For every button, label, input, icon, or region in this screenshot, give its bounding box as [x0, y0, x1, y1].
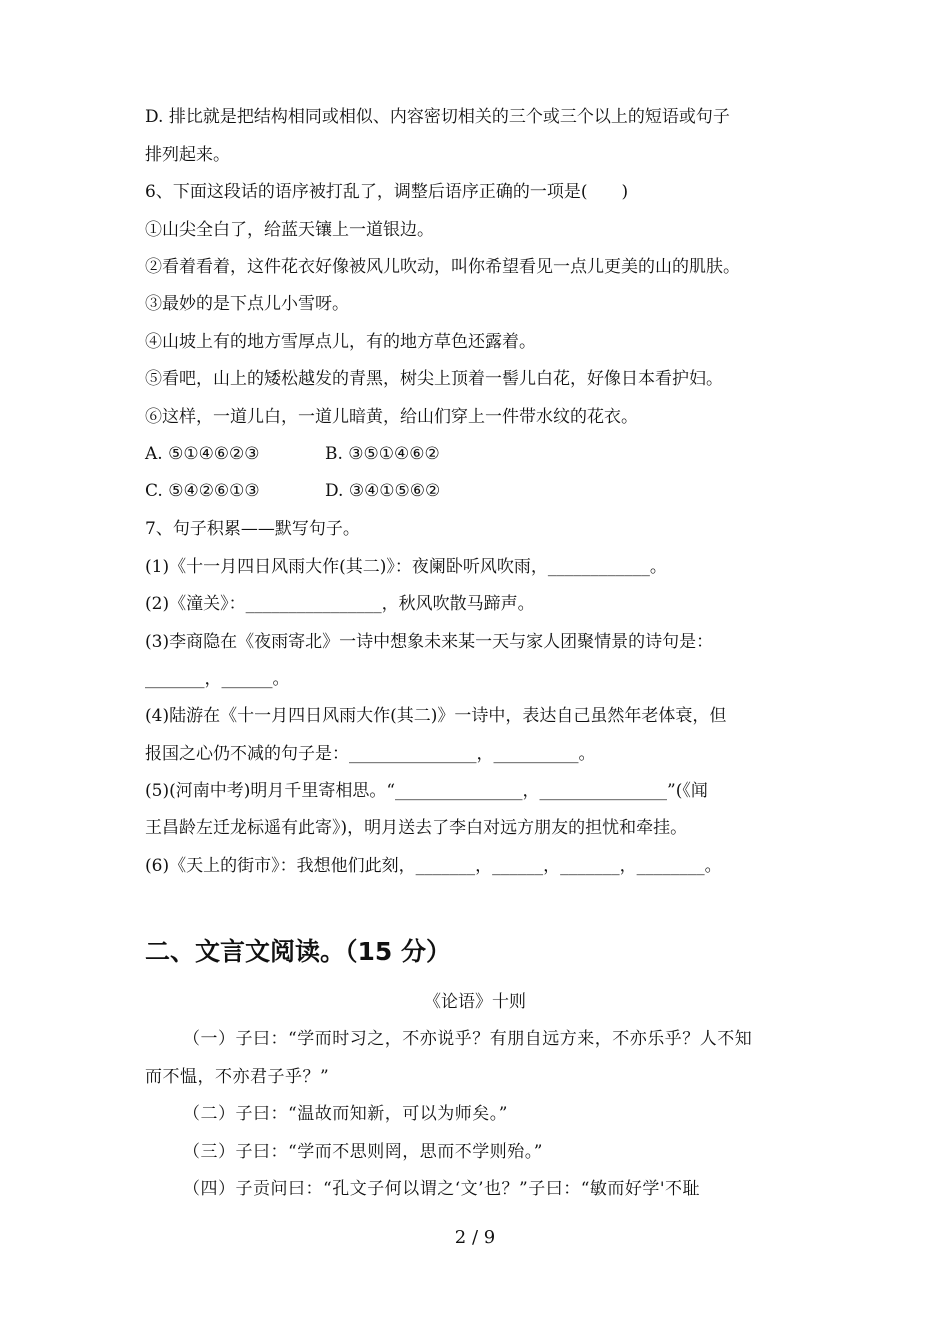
q7-item-4-line1: (4)陆游在《十一月四日风雨大作(其二)》一诗中，表达自己虽然年老体衰，但 — [145, 706, 727, 726]
q6-sentence-3: ③最妙的是下点儿小雪呀。 — [145, 294, 349, 314]
page-number: 2 / 9 — [454, 1227, 496, 1248]
q6-options-row-1 — [145, 442, 805, 466]
q6-prompt: 6、下面这段话的语序被打乱了，调整后语序正确的一项是( ) — [145, 182, 629, 202]
passage-2: （二）子曰：“温故而知新，可以为师矣。” — [183, 1104, 508, 1124]
section-heading: 二、文言文阅读。（15 分） — [145, 937, 451, 966]
text-title: 《论语》十则 — [424, 992, 526, 1012]
q6-sentence-1: ①山尖全白了，给蓝天镶上一道银边。 — [145, 220, 434, 240]
q7-item-6: (6)《天上的街市》：我想他们此刻，_______，______，_______，________。 — [145, 856, 722, 876]
q7-item-2: (2)《潼关》：________________，秋风吹散马蹄声。 — [145, 594, 535, 614]
q7-item-3-line2: _______，______。 — [145, 669, 290, 689]
q6-option-a: A. ⑤①④⑥②③ — [145, 444, 260, 464]
q7-item-3-line1: (3)李商隐在《夜雨寄北》一诗中想象未来某一天与家人团聚情景的诗句是： — [145, 632, 714, 652]
passage-1-line1: （一）子曰：“学而时习之，不亦说乎？有朋自远方来，不亦乐乎？人不知 — [183, 1029, 753, 1049]
q6-option-d: D. ③④①⑤⑥② — [325, 481, 441, 501]
q7-item-1: (1)《十一月四日风雨大作(其二)》：夜阑卧听风吹雨，____________。 — [145, 557, 667, 577]
q7-prompt: 7、句子积累——默写句子。 — [145, 519, 360, 539]
passage-4: （四）子贡问曰：“孔文子何以谓之‘文’也？”子曰：“敏而好学'不耻 — [183, 1179, 701, 1199]
q5-option-d-line2: 排列起来。 — [145, 145, 230, 165]
q6-option-c: C. ⑤④②⑥①③ — [145, 481, 260, 501]
q6-options-row-2 — [145, 479, 805, 503]
q6-sentence-4: ④山坡上有的地方雪厚点儿，有的地方草色还露着。 — [145, 332, 536, 352]
passage-3: （三）子曰：“学而不思则罔，思而不学则殆。” — [183, 1142, 543, 1162]
q7-item-5-line2: 王昌龄左迁龙标遥有此寄》)，明月送去了李白对远方朋友的担忧和牵挂。 — [145, 818, 688, 838]
q7-item-5-line1: (5)(河南中考)明月千里寄相思。“_______________，_______________”(《闻 — [145, 781, 708, 801]
q6-sentence-5: ⑤看吧，山上的矮松越发的青黑，树尖上顶着一髻儿白花，好像日本看护妇。 — [145, 369, 723, 389]
q6-sentence-2: ②看着看着，这件花衣好像被风儿吹动，叫你希望看见一点儿更美的山的肌肤。 — [145, 257, 740, 277]
q7-item-4-line2: 报国之心仍不减的句子是：_______________，__________。 — [145, 744, 596, 764]
passage-1-line2: 而不愠，不亦君子乎？” — [145, 1067, 330, 1087]
q5-option-d-line1: D. 排比就是把结构相同或相似、内容密切相关的三个或三个以上的短语或句子 — [145, 107, 730, 127]
q6-option-b: B. ③⑤①④⑥② — [325, 444, 440, 464]
q6-sentence-6: ⑥这样，一道儿白，一道儿暗黄，给山们穿上一件带水纹的花衣。 — [145, 407, 638, 427]
